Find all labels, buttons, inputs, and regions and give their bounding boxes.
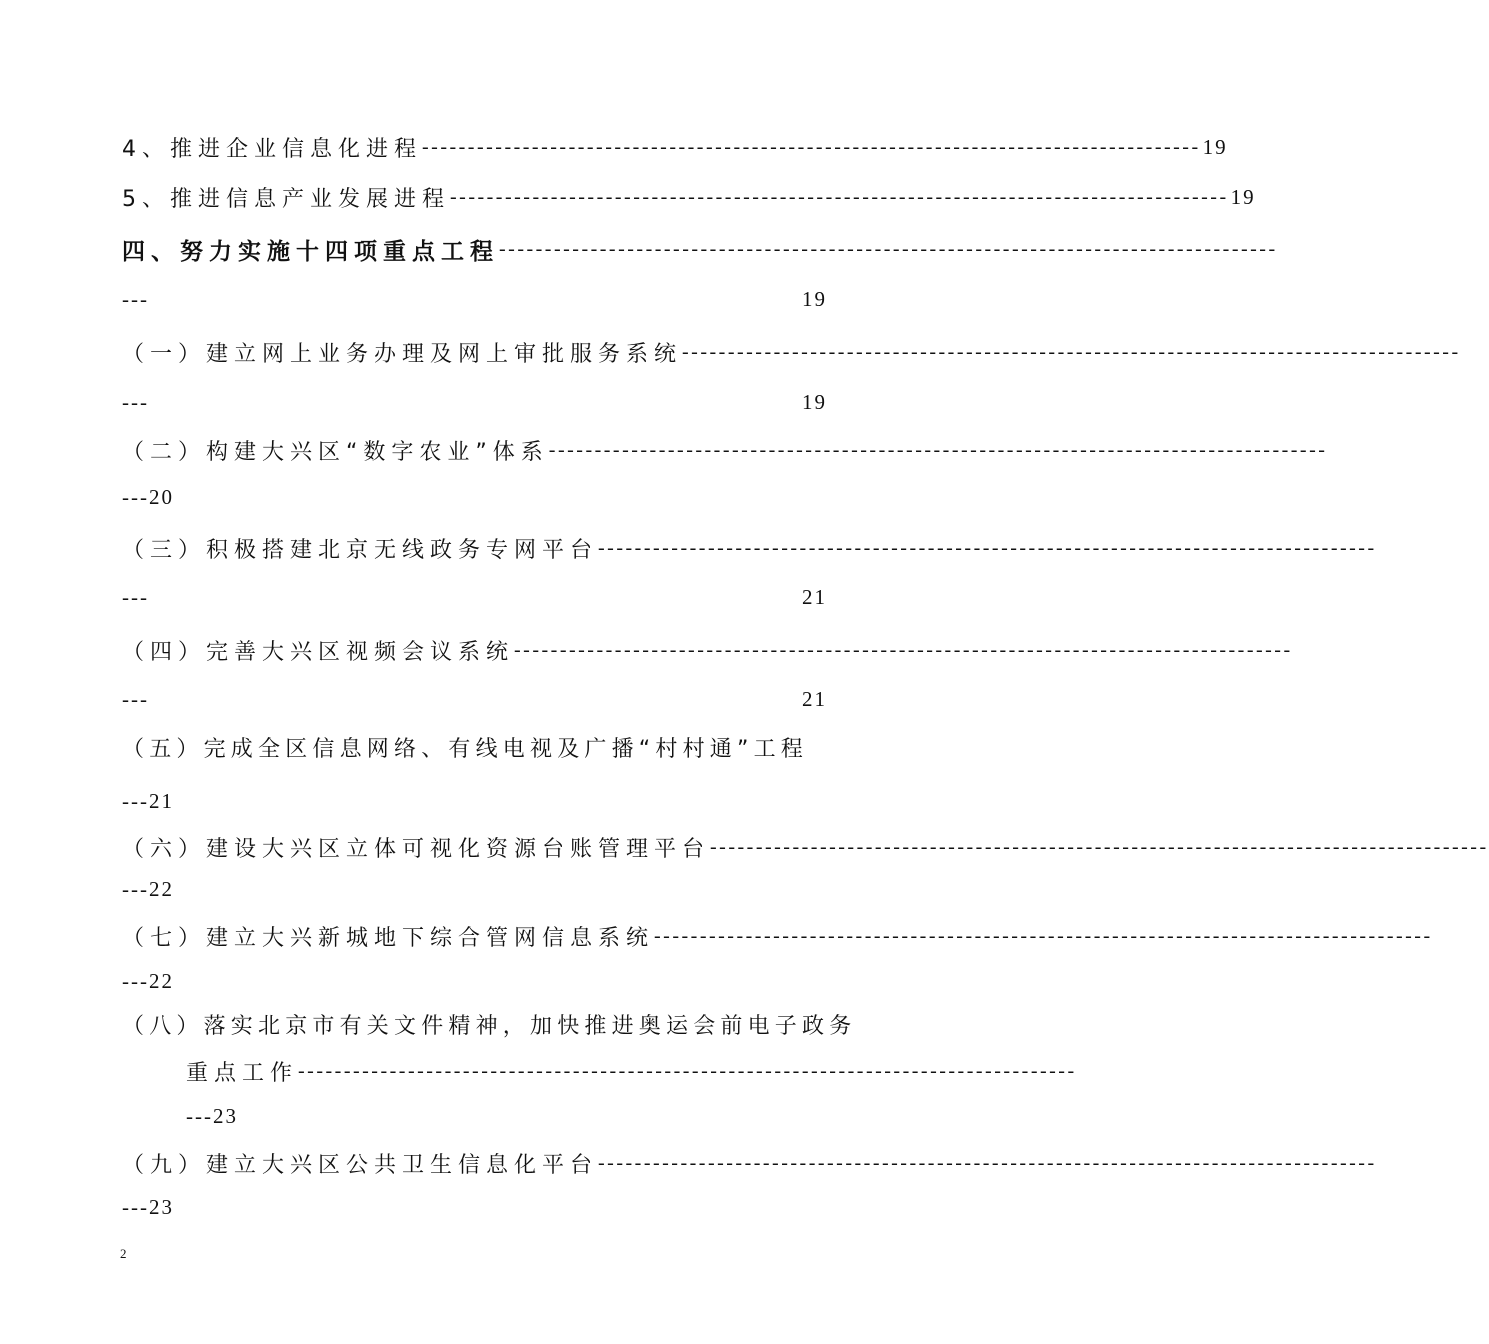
toc-entry-title: （一）建立网上业务办理及网上审批服务系统 (122, 341, 683, 367)
toc-entry (122, 921, 1433, 951)
toc-entry (122, 182, 1256, 212)
toc-page-number: 19 (1202, 134, 1228, 159)
toc-entry (122, 635, 1293, 665)
toc-entry-title: （七）建立大兴新城地下综合管网信息系统 (122, 925, 655, 951)
toc-entry-title-continuation: 重点工作 (186, 1060, 299, 1086)
toc-leader: ------------------------------------------------------------------------------------- (710, 835, 1489, 858)
toc-entry-title: （三）积极搭建北京无线政务专网平台 (122, 537, 599, 563)
toc-entry (122, 132, 1228, 162)
toc-leader-continuation: ---20 (122, 485, 174, 509)
toc-entry-title: 4、推进企业信息化进程 (122, 136, 422, 162)
toc-leader-continuation: ---22 (122, 877, 174, 901)
toc-entry (186, 1056, 1077, 1086)
toc-entry-title: （六）建设大兴区立体可视化资源台账管理平台 (122, 836, 711, 862)
toc-page-number: 19 (802, 390, 827, 414)
toc-leader-continuation: ---23 (186, 1104, 238, 1128)
toc-leader: ------------------------------------------------------------------------------------- (654, 924, 1433, 947)
toc-leader: ------------------------------------------------------------------------------------- (422, 135, 1201, 158)
toc-entry-title: 5、推进信息产业发展进程 (122, 186, 450, 212)
toc-leader-continuation: --- (122, 390, 149, 414)
toc-entry (122, 337, 1461, 367)
toc-leader-continuation: --- (122, 687, 149, 711)
toc-leader-continuation: --- (122, 287, 149, 311)
toc-leader-continuation: --- (122, 585, 149, 609)
toc-leader: ------------------------------------------------------------------------------------- (548, 438, 1328, 461)
page-number: 2 (120, 1246, 127, 1261)
toc-page-number: 21 (802, 687, 827, 711)
toc-page-number: 19 (802, 287, 827, 311)
toc-entry-title: 四、努力实施十四项重点工程 (122, 238, 499, 265)
toc-leader: ------------------------------------------------------------------------------------- (450, 185, 1229, 208)
toc-entry-title: （八）落实北京市有关文件精神，加快推进奥运会前电子政务 (122, 1014, 857, 1039)
toc-leader: ------------------------------------------------------------------------------------- (598, 536, 1377, 559)
toc-entry-title: （五）完成全区信息网络、有线电视及广播“村村通”工程 (122, 737, 808, 762)
toc-page-number: 19 (1230, 184, 1256, 209)
toc-leader: ------------------------------------------------------------------------------------- (598, 1151, 1377, 1174)
toc-leader: ------------------------------------------------------------------------------------- (682, 340, 1461, 363)
toc-entry-title: （四）完善大兴区视频会议系统 (122, 639, 515, 665)
toc-page-number: 21 (802, 585, 827, 609)
toc-entry (122, 533, 1377, 563)
toc-entry-title: （二）构建大兴区“数字农业”体系 (122, 439, 549, 465)
toc-leader: ------------------------------------------------------------------------------------- (298, 1059, 1077, 1082)
toc-entry (122, 832, 1489, 862)
toc-entry (122, 435, 1328, 465)
toc-leader-continuation: ---21 (122, 789, 174, 813)
toc-section-heading (122, 234, 1278, 265)
toc-leader: ------------------------------------------------------------------------------------- (514, 638, 1293, 661)
toc-leader-continuation: ---22 (122, 969, 174, 993)
toc-entry-title: （九）建立大兴区公共卫生信息化平台 (122, 1152, 599, 1178)
toc-entry (122, 1148, 1377, 1178)
toc-leader-continuation: ---23 (122, 1195, 174, 1219)
toc-leader: ------------------------------------------------------------------------------------- (499, 237, 1278, 260)
